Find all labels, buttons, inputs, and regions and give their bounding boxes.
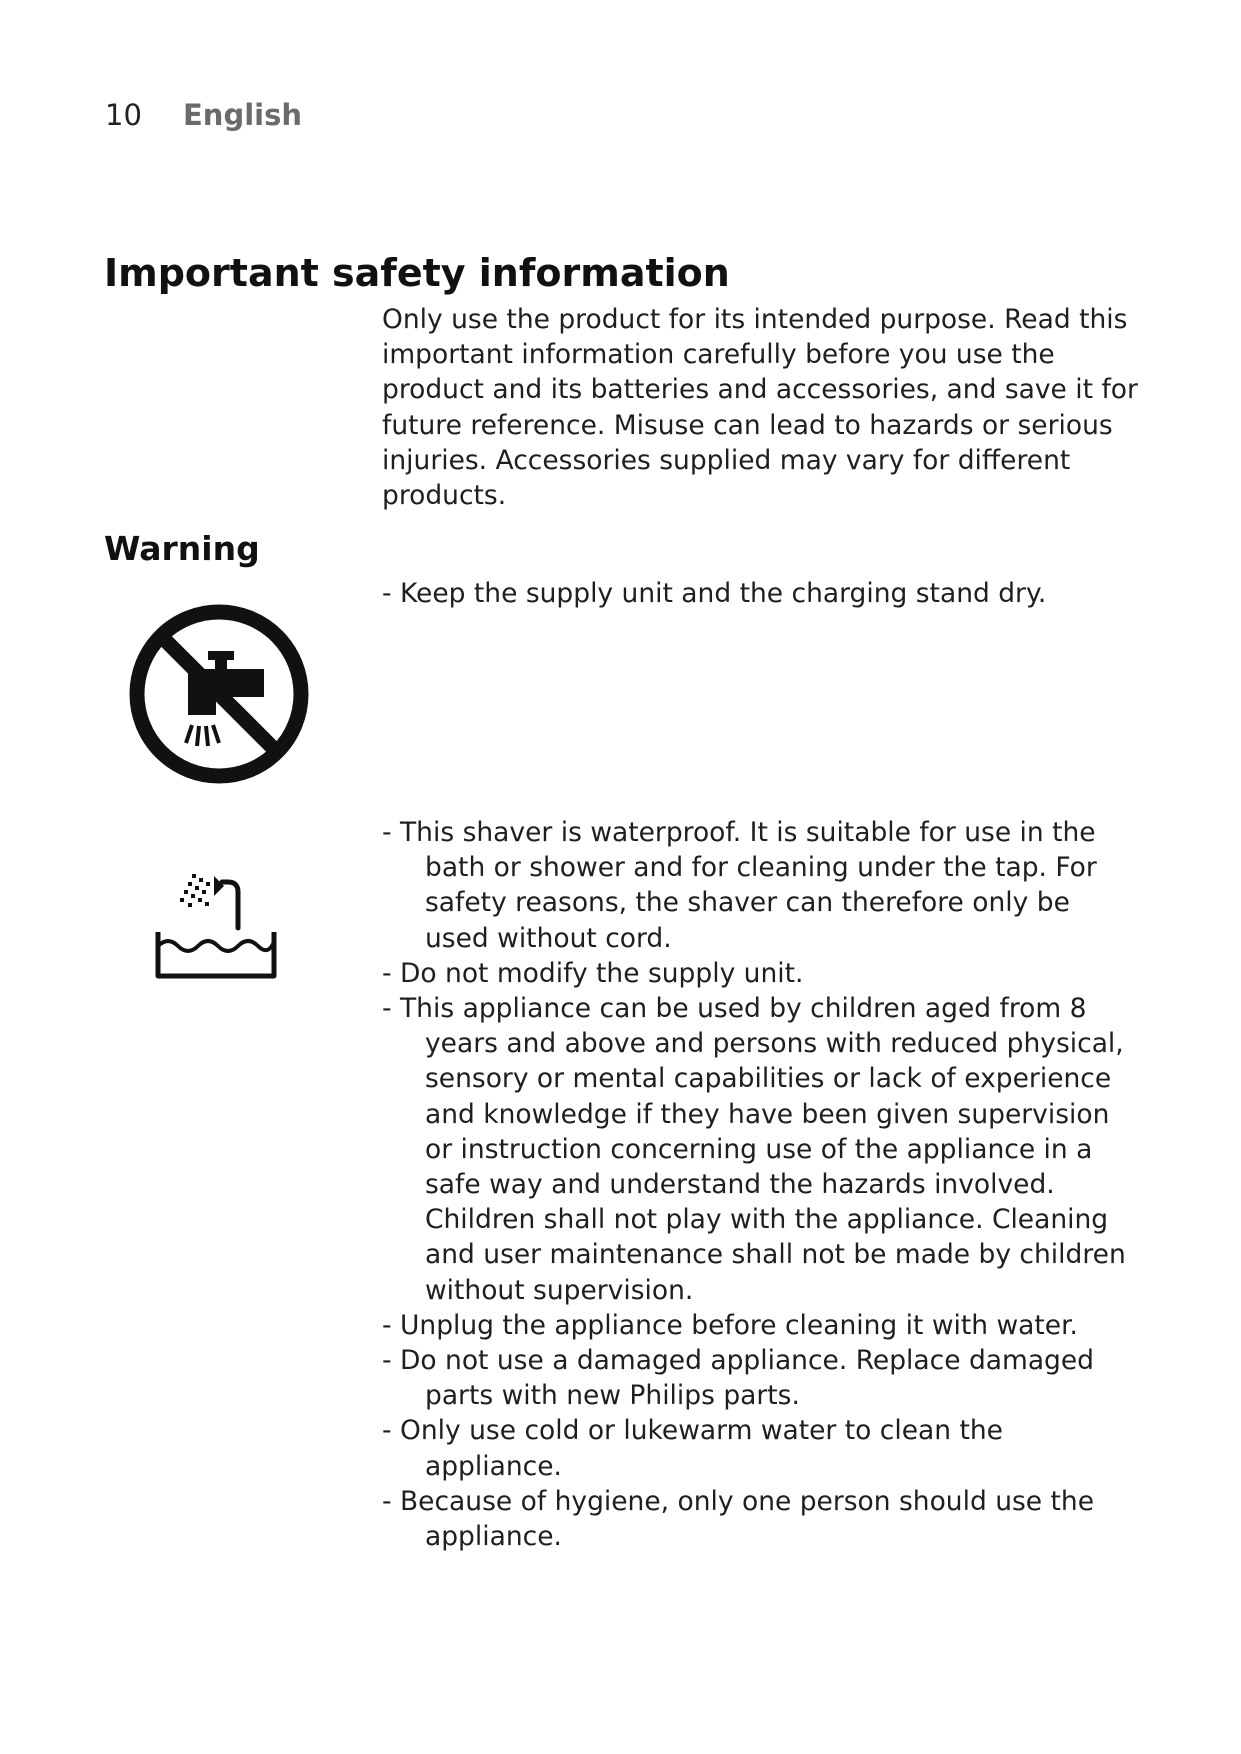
bullet-dash: - <box>382 1345 392 1377</box>
section-title: Important safety information <box>104 251 730 295</box>
bullet-dash: - <box>382 1485 392 1517</box>
list-item-text: Do not use a damaged appliance. Replace damaged parts with new Philips parts. <box>400 1345 1095 1412</box>
page-header <box>105 95 302 135</box>
bullet-dash: - <box>382 817 392 848</box>
list-item-text: This shaver is waterproof. It is suitable for use in the bath or shower and for cleaning under the tap. For safety reasons, the shaver can therefore only be used without cord. <box>400 817 1097 954</box>
list-item <box>382 576 1142 611</box>
list-item-text: Keep the supply unit and the charging stand dry. <box>400 578 1047 609</box>
warning-list-main <box>382 815 1142 1554</box>
list-item <box>382 1413 1142 1483</box>
no-water-icon <box>128 603 310 785</box>
warning-title: Warning <box>104 529 260 568</box>
bullet-dash: - <box>382 1309 392 1341</box>
bullet-dash: - <box>382 957 392 989</box>
bullet-dash: - <box>382 1415 392 1447</box>
intro-paragraph: Only use the product for its intended purpose. Read this important information carefully before you use the product and its batteries and accessories, and save it for future reference. Misuse can lead to hazards or serious injuries. Accessories supplied may vary for different products. <box>382 304 1138 512</box>
list-item <box>382 1343 1142 1413</box>
page-language: English <box>183 98 303 132</box>
bath-shower-icon <box>152 866 280 982</box>
list-item <box>382 956 1142 991</box>
list-item-text: This appliance can be used by children aged from 8 years and above and persons with reduced physical, sensory or mental capabilities or lack of experience and knowledge if they have been given supervision or instruction concerning use of the appliance in a safe way and understand the hazards involved. Children shall not play with the appliance. Cleaning and user maintenance shall not be made by children without supervision. <box>400 993 1126 1306</box>
list-item-text: Because of hygiene, only one person should use the appliance. <box>400 1485 1095 1553</box>
list-item-text: Only use cold or lukewarm water to clean the appliance. <box>400 1415 1003 1482</box>
list-item <box>382 991 1142 1308</box>
bullet-dash: - <box>382 578 392 609</box>
bullet-dash: - <box>382 993 392 1025</box>
warning-list-dry <box>382 576 1142 611</box>
list-item-text: Unplug the appliance before cleaning it with water. <box>400 1309 1078 1341</box>
list-item <box>382 1308 1142 1343</box>
list-item <box>382 1484 1142 1554</box>
list-item <box>382 815 1142 956</box>
list-item-text: Do not modify the supply unit. <box>400 957 804 989</box>
page-number: 10 <box>105 98 142 132</box>
